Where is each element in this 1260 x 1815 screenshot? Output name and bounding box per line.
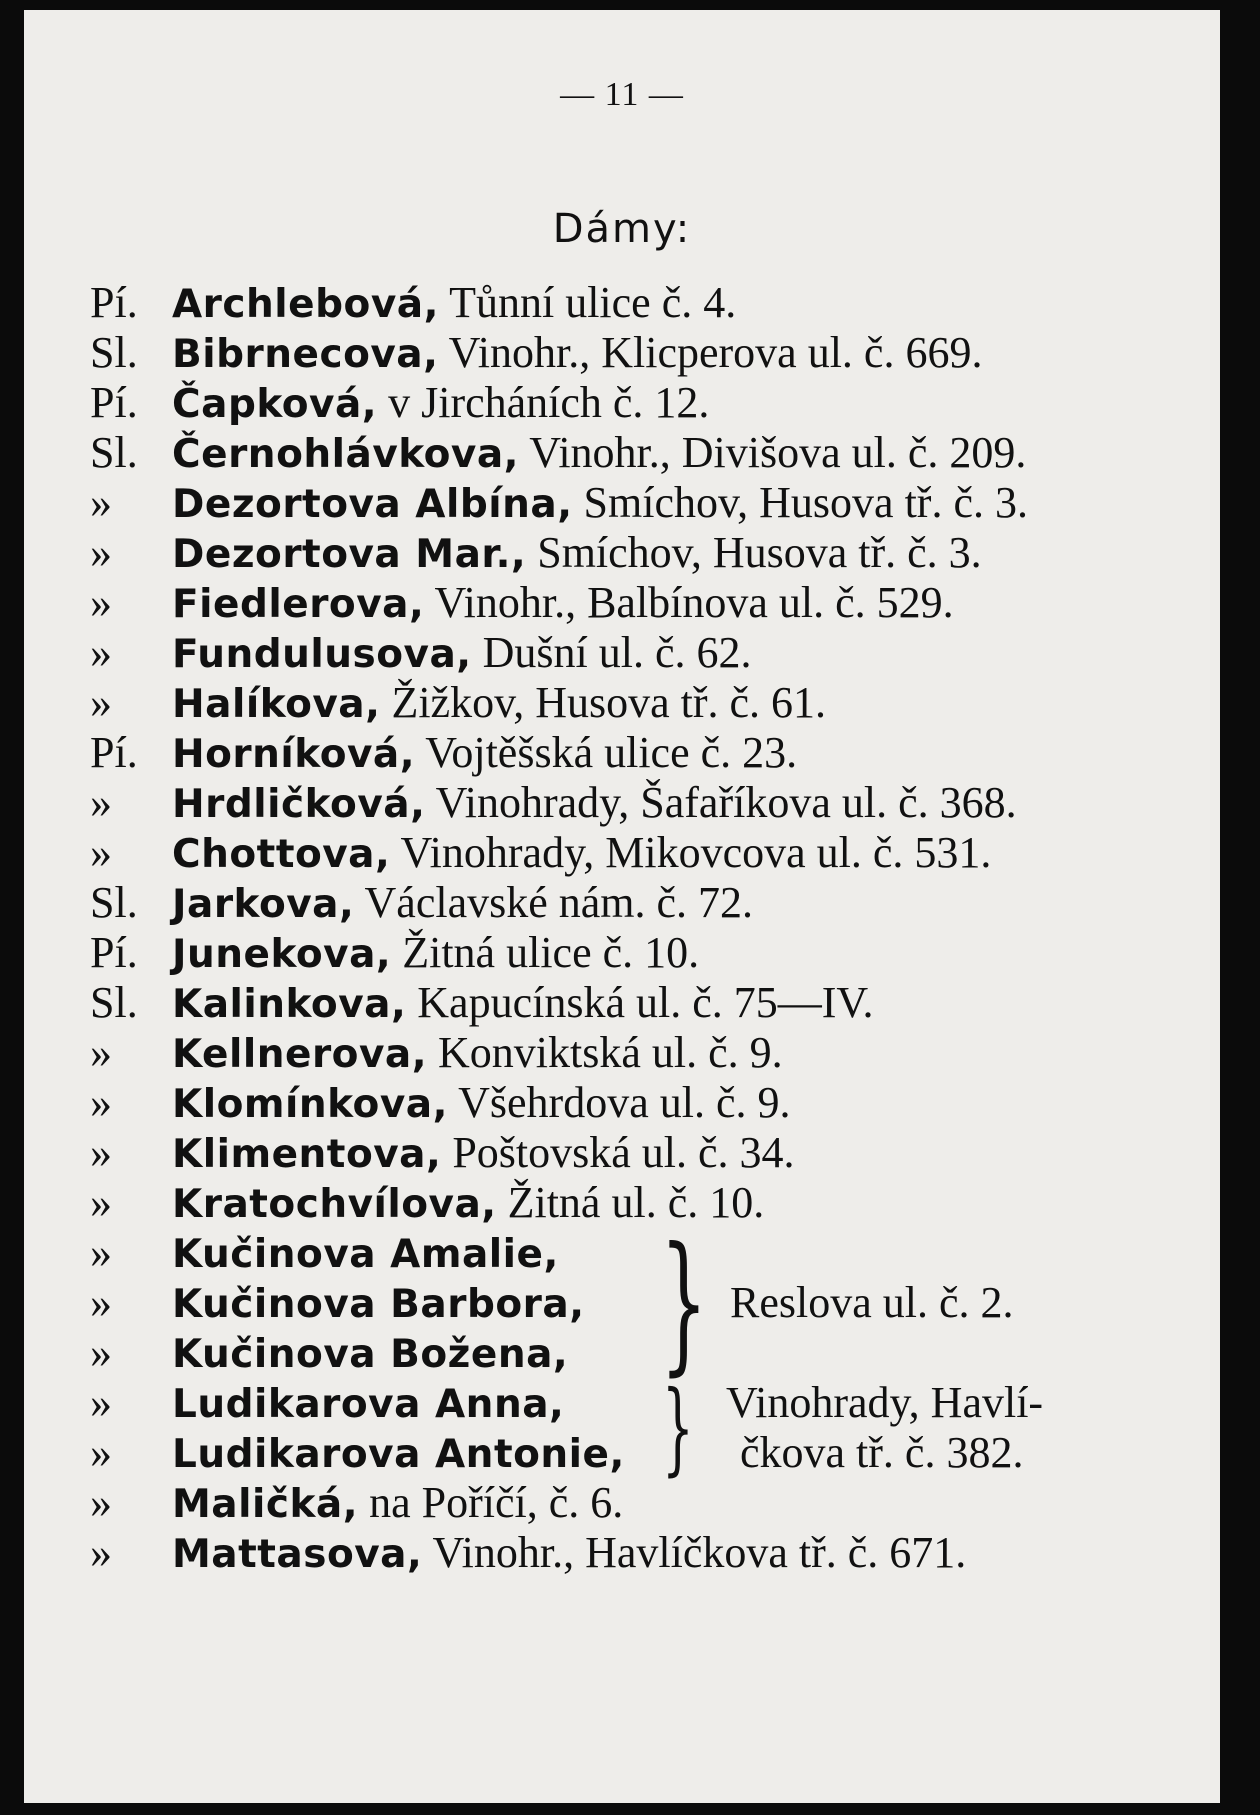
list-item [90,1128,1210,1178]
entry-name: Kučinova Božena, [172,1332,569,1377]
list-item [90,378,1210,428]
ludikarova-shared-address-line2: čkova tř. č. 382. [740,1428,1024,1477]
entry-name: Archlebová, [172,282,439,327]
entry-prefix: » [90,1228,112,1277]
entry-name: Ludikarova Antonie, [172,1432,625,1477]
entry-prefix: » [90,778,112,827]
entry-address: Václavské nám. č. 72. [354,878,754,927]
entry-prefix: Pí. [90,728,138,777]
entry-address: Vinohr., Divišova ul. č. 209. [518,428,1027,477]
right-brace-icon: } [662,1369,694,1486]
entry-address: Smíchov, Husova tř. č. 3. [572,478,1028,527]
entry-prefix: » [90,828,112,877]
book-page [24,10,1220,1803]
entry-prefix: Sl. [90,878,138,927]
entry-prefix: » [90,1178,112,1227]
list-item [90,828,1210,878]
entry-prefix: Sl. [90,328,138,377]
entry-prefix: » [90,678,112,727]
entry-address: Vinohrady, Šafaříkova ul. č. 368. [425,778,1017,827]
entry-address: Dušní ul. č. 62. [471,628,752,677]
entry-prefix: Sl. [90,428,138,477]
list-item [90,428,1210,478]
list-item [90,528,1210,578]
entry-prefix: » [90,1278,112,1327]
entry-name: Kučinova Amalie, [172,1232,559,1277]
entry-name: Hrdličková, [172,782,426,827]
entry-name: Junekova, [172,932,392,977]
list-item [90,778,1210,828]
entry-name: Fundulusova, [172,632,472,677]
entry-name: Dezortova Mar., [172,532,527,577]
entry-name: Čapková, [172,382,378,427]
right-brace-icon: } [660,1216,708,1390]
entry-address: Smíchov, Husova tř. č. 3. [526,528,982,577]
section-heading: Dámy: [552,206,692,252]
list-item [90,1328,1210,1378]
entry-address: Tůnní ulice č. 4. [438,278,737,327]
entry-name: Mattasova, [172,1532,423,1577]
entry-name: Klomínkova, [172,1082,448,1127]
entry-name: Dezortova Albína, [172,482,573,527]
entry-name: Fiedlerova, [172,582,425,627]
list-item [90,578,1210,628]
entry-address: Žitná ulice č. 10. [391,928,700,977]
list-item [90,478,1210,528]
entry-address: Vinohr., Balbínova ul. č. 529. [424,578,954,627]
entry-prefix: Pí. [90,278,138,327]
entry-name: Černohlávkova, [172,432,519,477]
entry-address: Žitná ul. č. 10. [496,1178,765,1227]
list-item [90,1028,1210,1078]
entry-prefix: Pí. [90,378,138,427]
entry-address: Vinohrady, Mikovcova ul. č. 531. [390,828,992,877]
entry-name: Horníková, [172,732,416,777]
entry-address: Poštovská ul. č. 34. [441,1128,795,1177]
entry-address: Vinohr., Klicperova ul. č. 669. [438,328,983,377]
list-item [90,978,1210,1028]
entry-prefix: » [90,1328,112,1377]
list-item [90,1228,1210,1278]
entry-address: Žižkov, Husova tř. č. 61. [380,678,827,727]
entry-prefix: » [90,1478,112,1527]
page-number: — 11 — [560,76,684,113]
entry-name: Klimentova, [172,1132,442,1177]
list-item [90,1478,1210,1528]
list-item [90,328,1210,378]
entry-prefix: » [90,1378,112,1427]
entry-prefix: » [90,1028,112,1077]
list-item [90,728,1210,778]
list-item [90,1428,1210,1478]
ludikarova-shared-address-line1: Vinohrady, Havlí- [726,1378,1044,1427]
entry-name: Kalinkova, [172,982,407,1027]
directory-list [90,278,1210,1578]
kucinova-shared-address: Reslova ul. č. 2. [730,1278,1014,1327]
entry-name: Kellnerova, [172,1032,428,1077]
entry-address: na Poříčí, č. 6. [358,1478,624,1527]
entry-prefix: » [90,1428,112,1477]
entry-prefix: » [90,1078,112,1127]
list-item [90,928,1210,978]
entry-name: Kratochvílova, [172,1182,497,1227]
entry-name: Maličká, [172,1482,359,1527]
entry-name: Jarkova, [172,882,355,927]
list-item [90,678,1210,728]
entry-prefix: » [90,1128,112,1177]
entry-prefix: » [90,578,112,627]
entry-address: Vinohr., Havlíčkova tř. č. 671. [422,1528,967,1577]
list-item [90,1178,1210,1228]
entry-prefix: Pí. [90,928,138,977]
entry-prefix: » [90,528,112,577]
list-item [90,1528,1210,1578]
left-edge-shadow [0,10,18,1803]
list-item [90,1078,1210,1128]
entry-prefix: » [90,1528,112,1577]
list-item [90,278,1210,328]
entry-prefix: Sl. [90,978,138,1027]
entry-address: Konviktská ul. č. 9. [427,1028,783,1077]
entry-prefix: » [90,478,112,527]
entry-prefix: » [90,628,112,677]
entry-address: Kapucínská ul. č. 75—IV. [406,978,874,1027]
entry-name: Chottova, [172,832,391,877]
entry-name: Kučinova Barbora, [172,1282,585,1327]
entry-name: Ludikarova Anna, [172,1382,565,1427]
entry-address: Všehrdova ul. č. 9. [447,1078,791,1127]
list-item [90,878,1210,928]
list-item [90,1278,1210,1328]
list-item [90,628,1210,678]
entry-address: v Jircháních č. 12. [377,378,710,427]
entry-name: Bibrnecova, [172,332,439,377]
entry-name: Halíkova, [172,682,381,727]
entry-address: Vojtěšská ulice č. 23. [415,728,798,777]
